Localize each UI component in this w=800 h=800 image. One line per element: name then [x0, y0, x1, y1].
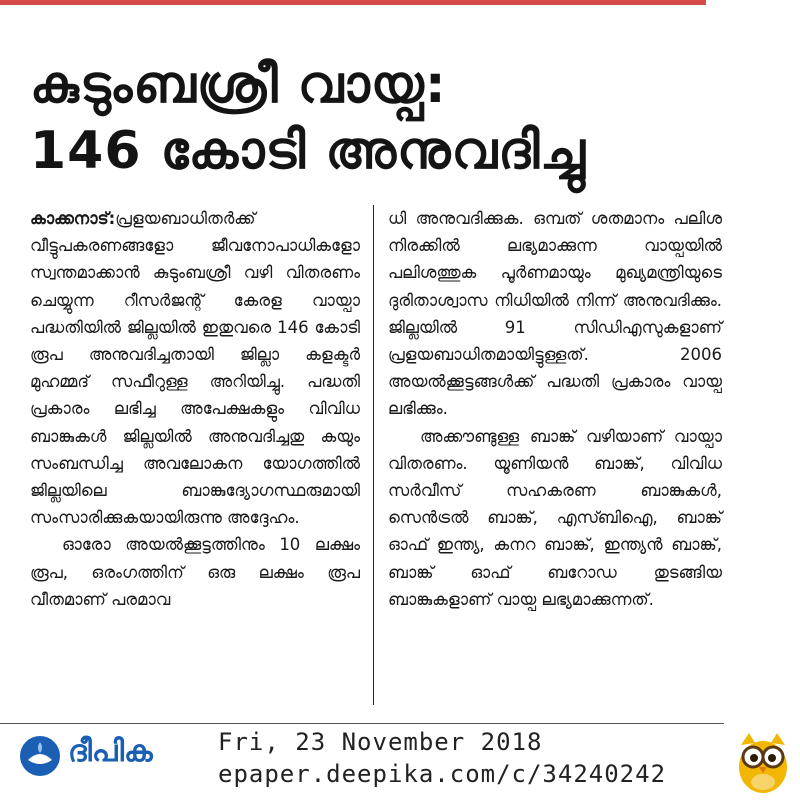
- logo-text: ദീപിക: [68, 734, 153, 769]
- article-paragraph-1-text: പ്രളയബാധിതർക്ക് വീട്ടുപകരണങ്ങളോ ജീവനോപാധികളോ സ്വന്തമാക്കാൻ കുടുംബശ്രീ വഴി വിതരണം ചെയ്യുന്ന റീസർജന്റ് കേരള വായ്പാ പദ്ധതിയിൽ ജില്ലയിൽ ഇതുവരെ 146 കോടി രൂപ അനുവദിച്ചതായി ജില്ലാ കളക്ടർ മുഹമ്മദ് സഫീറുള്ള അറിയിച്ചു. പദ്ധതി പ്രകാരം ലഭിച്ച അപേക്ഷകളും വിവിധ ബാങ്കുകൾ ജില്ലയിൽ അനുവദിച്ചതു കയും സംബന്ധിച്ച അവലോകന യോഗത്തിൽ ജില്ലയിലെ ബാങ്കുദ്യോഗസ്ഥരുമായി സംസാരിക്കുകയായിരുന്നു അദ്ദേഹം.: [30, 209, 360, 528]
- article-column-left: [30, 205, 360, 613]
- edition-date: Fri, 23 November 2018: [218, 728, 543, 756]
- top-accent-rule: [0, 0, 706, 5]
- article-paragraph-1: [30, 205, 360, 531]
- article-column-right: [388, 205, 722, 613]
- column-divider: [373, 205, 374, 705]
- footer-rule: [0, 723, 724, 724]
- epaper-url-link[interactable]: epaper.deepika.com/c/34240242: [218, 760, 667, 788]
- headline-line-1: കുടുംബശ്രീ വായ്പ:: [30, 55, 447, 115]
- deepika-logo[interactable]: [18, 728, 208, 794]
- article-paragraph-3: ധി അനുവദിക്കുക. ഒമ്പത് ശതമാനം പലിശ നിരക്കിൽ ലഭ്യമാക്കുന്ന വായ്പയിൽ പലിശത്തുക പൂർണമായും മുഖ്യമന്ത്രിയുടെ ദുരിതാശ്വാസ നിധിയിൽ നിന്ന് അനുവദിക്കും. ജില്ലയിൽ 91 സിഡിഎസുകളാണ് പ്രളയബാധിതമായിട്ടുള്ളത്. 2006 അയൽക്കൂട്ടങ്ങൾക്ക് പദ്ധതി പ്രകാരം വായ്പ ലഭിക്കും.: [388, 209, 722, 419]
- deepika-lamp-logo-icon: [18, 734, 62, 778]
- dateline: കാക്കനാട്:: [30, 209, 116, 228]
- article-paragraph-2: ഓരോ അയൽക്കൂട്ടത്തിനും 10 ലക്ഷം രൂപ, ഒരംഗത്തിന് ഒരു ലക്ഷം രൂപ വീതമാണ് പരമാവ: [30, 535, 360, 609]
- headline-line-2: 146 കോടി അനുവദിച്ചു: [30, 121, 586, 181]
- owl-mascot-icon: [733, 727, 793, 795]
- article-paragraph-4: അക്കൗണ്ടുള്ള ബാങ്ക് വഴിയാണ് വായ്പാ വിതരണം. യൂണിയൻ ബാങ്ക്, വിവിധ സർവീസ് സഹകരണ ബാങ്കുകൾ, സെൻട്രൽ ബാങ്ക്, എസ്ബിഐ, ബാങ്ക് ഓഫ് ഇന്ത്യ, കനറ ബാങ്ക്, ഇന്ത്യൻ ബാങ്ക്, ബാങ്ക് ഓഫ് ബറോഡ തുടങ്ങിയ ബാങ്കുകളാണ് വായ്പ ലഭ്യമാക്കുന്നത്.: [388, 426, 722, 609]
